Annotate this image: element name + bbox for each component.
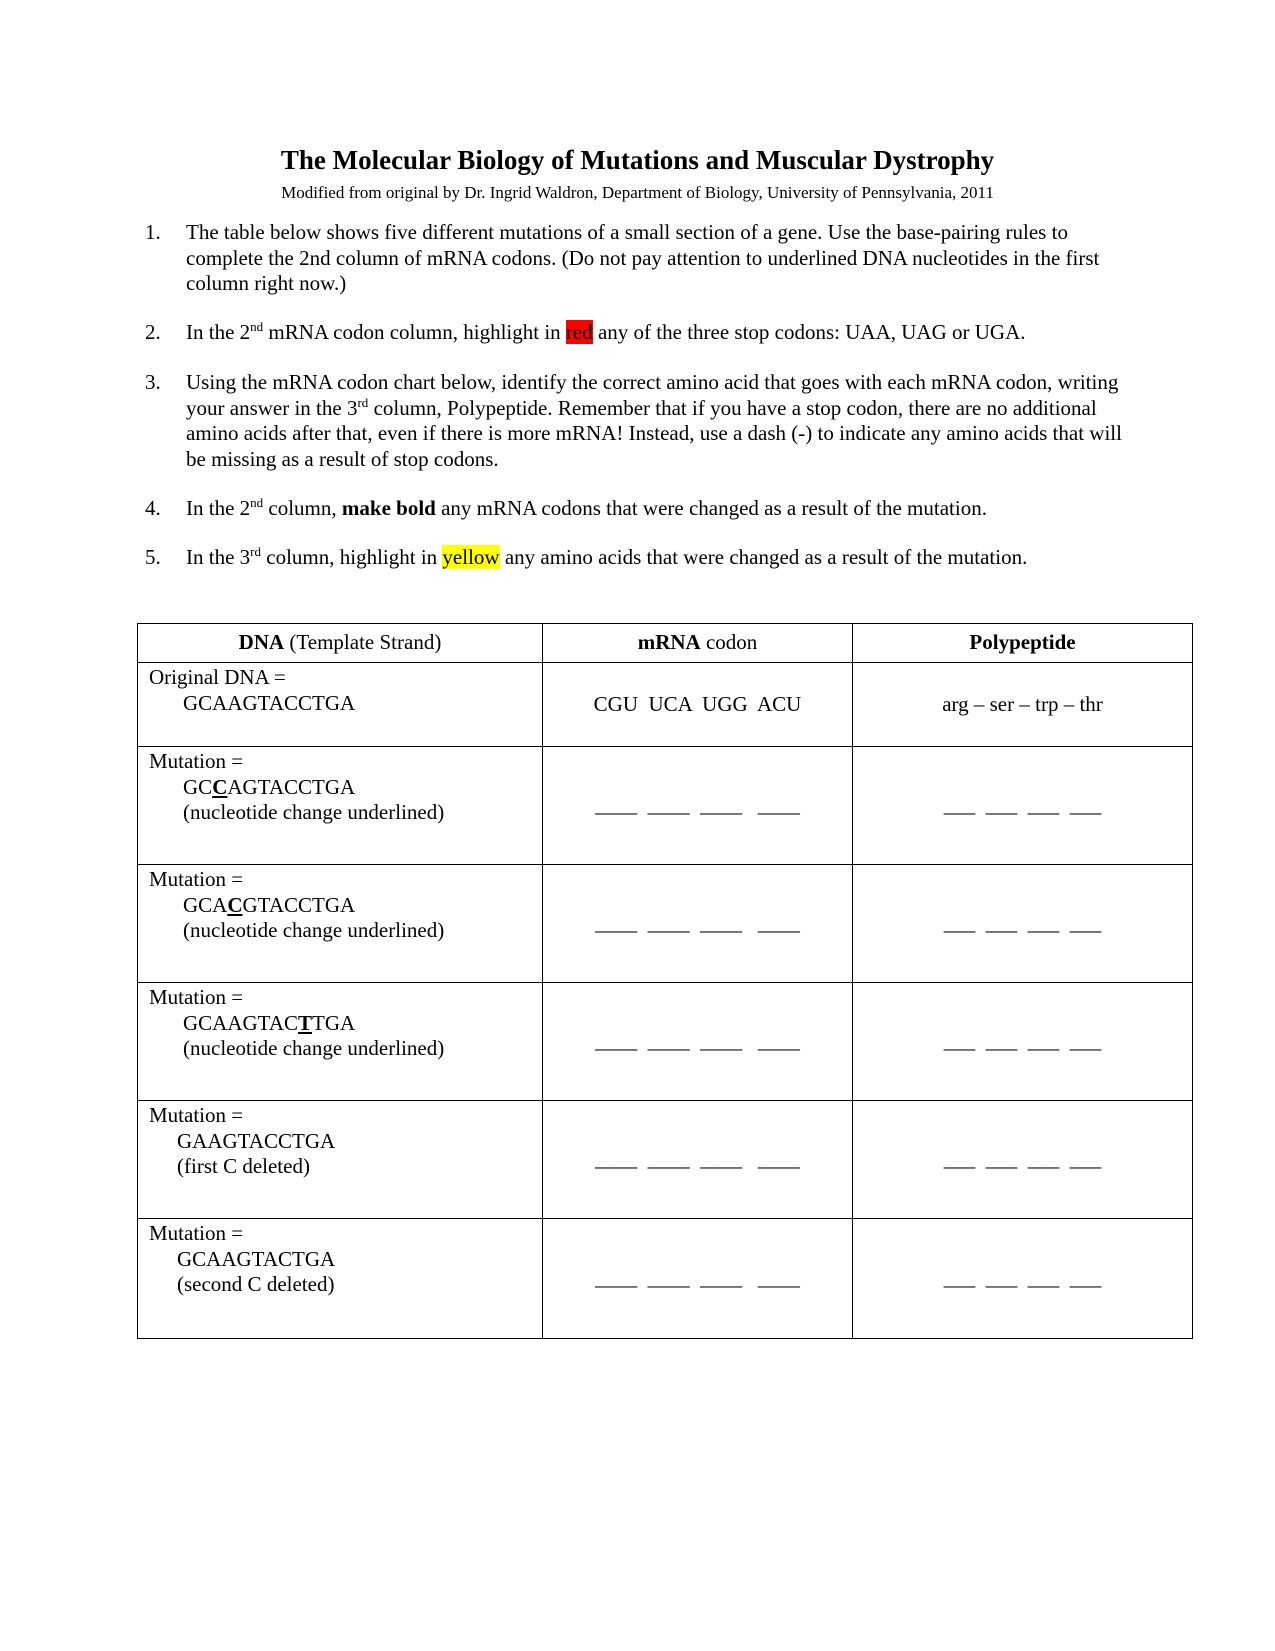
row-label: Original DNA = xyxy=(149,665,286,689)
row-note: (nucleotide change underlined) xyxy=(183,1036,445,1060)
mrna-cell xyxy=(543,1219,853,1339)
changed-nucleotide: T xyxy=(298,1010,313,1035)
instruction-number: 4. xyxy=(145,496,161,520)
red-highlight: red xyxy=(565,320,593,344)
polypeptide-cell xyxy=(853,983,1193,1101)
bold-phrase: make bold xyxy=(341,496,436,520)
polypeptide-answer-blanks[interactable]: ___ ___ ___ ___ xyxy=(943,910,1102,935)
dna-cell xyxy=(138,747,543,865)
row-note: (nucleotide change underlined) xyxy=(183,918,445,942)
table-row xyxy=(138,663,1193,747)
header-mrna: mRNA codon xyxy=(543,624,853,663)
row-note: (second C deleted) xyxy=(177,1272,335,1296)
row-label: Mutation = xyxy=(149,985,244,1009)
instruction-number: 2. xyxy=(145,320,161,344)
mutation-table xyxy=(137,623,1193,1339)
instruction-number: 1. xyxy=(145,220,161,244)
row-note: (first C deleted) xyxy=(177,1154,310,1178)
polypeptide-answer-blanks[interactable]: ___ ___ ___ ___ xyxy=(943,1028,1102,1053)
yellow-highlight: yellow xyxy=(442,545,500,569)
mrna-cell xyxy=(543,747,853,865)
mrna-cell xyxy=(543,663,853,747)
table-row xyxy=(138,1101,1193,1219)
page-subtitle: Modified from original by Dr. Ingrid Waldron, Department of Biology, University of Pennsylvania, 2011 xyxy=(281,183,994,202)
changed-nucleotide: C xyxy=(227,892,243,917)
instruction-number: 5. xyxy=(145,545,161,569)
mrna-answer-blanks[interactable]: ____ ____ ____ ____ xyxy=(595,792,800,817)
dna-sequence: GCACGTACCTGA xyxy=(183,892,356,917)
instruction-2 xyxy=(145,320,1145,346)
polypeptide-cell xyxy=(853,663,1193,747)
polypeptide-cell xyxy=(853,1101,1193,1219)
row-note: (nucleotide change underlined) xyxy=(183,800,445,824)
table-header-row xyxy=(138,624,1193,663)
mrna-answer-blanks[interactable]: ____ ____ ____ ____ xyxy=(595,1146,800,1171)
instruction-1 xyxy=(145,220,1145,297)
dna-sequence: GAAGTACCTGA xyxy=(177,1128,336,1153)
dna-cell xyxy=(138,1219,543,1339)
table-row xyxy=(138,1219,1193,1339)
polypeptide-answer-blanks[interactable]: ___ ___ ___ ___ xyxy=(943,1146,1102,1171)
header-dna: DNA (Template Strand) xyxy=(138,624,543,663)
changed-nucleotide: C xyxy=(212,774,228,799)
instruction-text: The table below shows five different mutations of a small section of a gene. Use the base-pairing rules to complete the 2nd column of mRNA codons. (Do not pay attention to underlined DNA nucleotides in the first column right now.) xyxy=(186,220,1100,295)
instruction-text: In the 2nd mRNA codon column, highlight in red any of the three stop codons: UAA, UAG or UGA. xyxy=(186,319,1026,344)
instruction-text: In the 2nd column, make bold any mRNA codons that were changed as a result of the mutation. xyxy=(186,495,987,520)
polypeptide-cell xyxy=(853,1219,1193,1339)
row-label: Mutation = xyxy=(149,749,244,773)
dna-cell xyxy=(138,865,543,983)
instruction-3 xyxy=(145,370,1145,472)
polypeptide-cell xyxy=(853,747,1193,865)
instruction-text: In the 3rd column, highlight in yellow any amino acids that were changed as a result of the mutation. xyxy=(186,544,1028,569)
dna-cell xyxy=(138,1101,543,1219)
polypeptide-value: arg – ser – trp – thr xyxy=(942,691,1103,716)
table-row xyxy=(138,747,1193,865)
dna-cell xyxy=(138,663,543,747)
polypeptide-cell xyxy=(853,865,1193,983)
dna-sequence: GCAAGTACTTGA xyxy=(183,1010,356,1035)
table-row xyxy=(138,983,1193,1101)
row-label: Mutation = xyxy=(149,1221,244,1245)
header-polypeptide: Polypeptide xyxy=(853,624,1193,663)
dna-sequence: GCAAGTACCTGA xyxy=(183,690,356,715)
instruction-number: 3. xyxy=(145,370,161,394)
mrna-answer-blanks[interactable]: ____ ____ ____ ____ xyxy=(595,1028,800,1053)
polypeptide-answer-blanks[interactable]: ___ ___ ___ ___ xyxy=(943,1265,1102,1290)
mrna-cell xyxy=(543,865,853,983)
mrna-cell xyxy=(543,983,853,1101)
instruction-text: Using the mRNA codon chart below, identify the correct amino acid that goes with each mRNA codon, writing your answer in the 3rd column, Polypeptide. Remember that if you have a stop codon, there are no additional amino acids after that, even if there is more mRNA! Instead, use a dash (-) to indicate any amino acids that will be missing as a result of stop codons. xyxy=(186,370,1122,471)
row-label: Mutation = xyxy=(149,867,244,891)
instruction-4 xyxy=(145,496,1145,522)
instruction-5 xyxy=(145,545,1145,571)
mrna-codons: CGU UCA UGG ACU xyxy=(593,691,802,716)
mrna-answer-blanks[interactable]: ____ ____ ____ ____ xyxy=(595,910,800,935)
mrna-answer-blanks[interactable]: ____ ____ ____ ____ xyxy=(595,1265,800,1290)
mrna-cell xyxy=(543,1101,853,1219)
row-label: Mutation = xyxy=(149,1103,244,1127)
polypeptide-answer-blanks[interactable]: ___ ___ ___ ___ xyxy=(943,792,1102,817)
dna-sequence: GCAAGTACTGA xyxy=(177,1246,336,1271)
page-title: The Molecular Biology of Mutations and Muscular Dystrophy xyxy=(280,145,995,175)
dna-cell xyxy=(138,983,543,1101)
dna-sequence: GCCAGTACCTGA xyxy=(183,774,356,799)
table-row xyxy=(138,865,1193,983)
